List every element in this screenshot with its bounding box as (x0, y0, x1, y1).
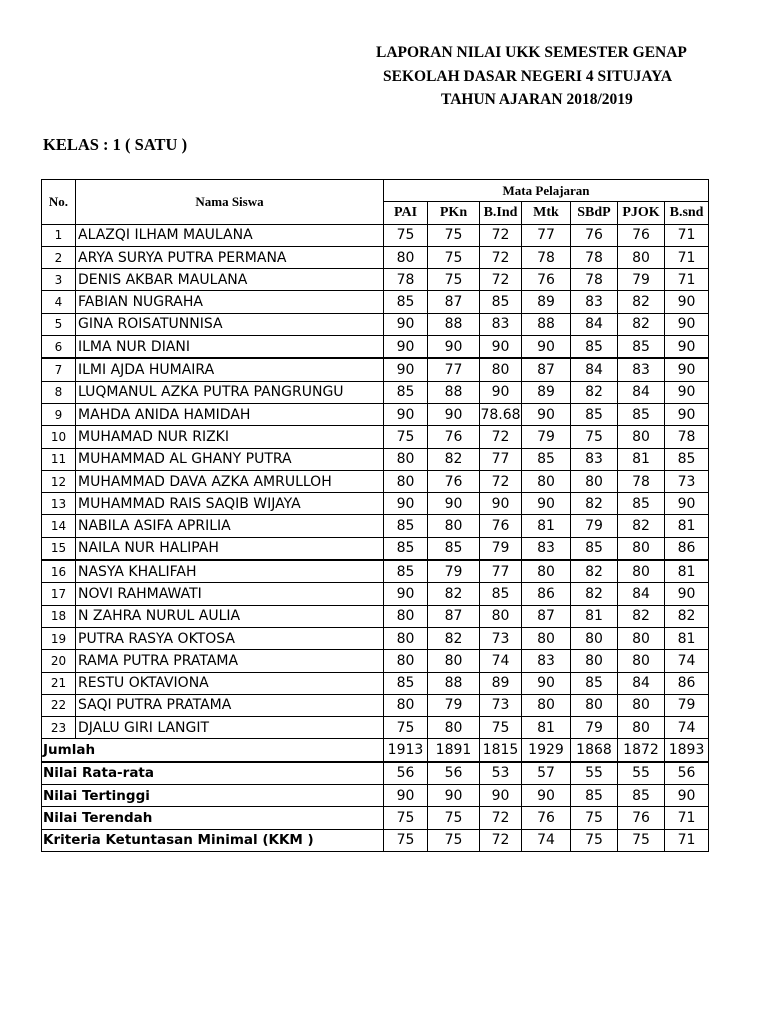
row-number: 23 (42, 717, 76, 739)
score-cell: 80 (618, 426, 665, 448)
score-cell: 90 (384, 583, 428, 605)
row-number: 18 (42, 605, 76, 627)
score-cell: 87 (428, 291, 480, 313)
score-cell: 90 (384, 313, 428, 335)
score-cell: 80 (480, 605, 522, 627)
score-cell: 75 (428, 246, 480, 268)
score-cell: 72 (480, 426, 522, 448)
summary-value: 75 (384, 807, 428, 829)
score-cell: 90 (428, 403, 480, 425)
score-cell: 80 (618, 694, 665, 716)
score-cell: 90 (665, 583, 709, 605)
table-row (42, 470, 709, 492)
summary-label: Nilai Rata-rata (42, 762, 384, 785)
col-header-subject: PKn (428, 202, 480, 224)
summary-value: 56 (665, 762, 709, 785)
score-cell: 78 (384, 269, 428, 291)
row-number: 1 (42, 224, 76, 246)
row-number: 2 (42, 246, 76, 268)
score-cell: 83 (480, 313, 522, 335)
score-cell: 84 (618, 583, 665, 605)
score-cell: 85 (384, 672, 428, 694)
summary-value: 56 (428, 762, 480, 785)
summary-value: 71 (665, 829, 709, 851)
student-name: RAMA PUTRA PRATAMA (76, 650, 384, 672)
row-number: 17 (42, 583, 76, 605)
student-name: NASYA KHALIFAH (76, 560, 384, 583)
student-name: N ZAHRA NURUL AULIA (76, 605, 384, 627)
score-cell: 80 (618, 650, 665, 672)
col-header-subject: B.snd (665, 202, 709, 224)
col-header-no: No. (42, 180, 76, 225)
student-name: PUTRA RASYA OKTOSA (76, 627, 384, 649)
table-row (42, 493, 709, 515)
score-cell: 83 (571, 448, 618, 470)
score-cell: 80 (428, 717, 480, 739)
score-cell: 81 (665, 627, 709, 649)
score-cell: 89 (480, 672, 522, 694)
student-name: RESTU OKTAVIONA (76, 672, 384, 694)
summary-value: 74 (522, 829, 571, 851)
score-cell: 80 (571, 470, 618, 492)
score-cell: 81 (571, 605, 618, 627)
score-cell: 90 (480, 381, 522, 403)
score-cell: 87 (428, 605, 480, 627)
score-cell: 78 (522, 246, 571, 268)
score-cell: 85 (384, 560, 428, 583)
summary-value: 53 (480, 762, 522, 785)
table-row (42, 313, 709, 335)
summary-value: 75 (428, 829, 480, 851)
score-cell: 84 (618, 672, 665, 694)
student-name: DJALU GIRI LANGIT (76, 717, 384, 739)
score-cell: 79 (665, 694, 709, 716)
summary-label: Nilai Tertinggi (42, 785, 384, 807)
score-cell: 78 (665, 426, 709, 448)
score-cell: 82 (428, 448, 480, 470)
score-cell: 82 (618, 515, 665, 537)
col-header-subject: SBdP (571, 202, 618, 224)
score-cell: 78 (571, 269, 618, 291)
score-cell: 74 (665, 717, 709, 739)
table-row (42, 694, 709, 716)
academic-year: TAHUN AJARAN 2018/2019 (441, 91, 633, 108)
score-cell: 75 (428, 269, 480, 291)
score-cell: 71 (665, 246, 709, 268)
row-number: 5 (42, 313, 76, 335)
table-row (42, 246, 709, 268)
row-number: 22 (42, 694, 76, 716)
table-row (42, 224, 709, 246)
col-header-subject: Mtk (522, 202, 571, 224)
report-title: LAPORAN NILAI UKK SEMESTER GENAP (376, 44, 687, 61)
score-cell: 80 (522, 627, 571, 649)
student-name: NAILA NUR HALIPAH (76, 537, 384, 560)
score-cell: 90 (522, 403, 571, 425)
row-number: 3 (42, 269, 76, 291)
score-cell: 74 (665, 650, 709, 672)
score-cell: 79 (428, 694, 480, 716)
score-cell: 88 (522, 313, 571, 335)
score-cell: 79 (571, 717, 618, 739)
table-row (42, 426, 709, 448)
summary-value: 1891 (428, 739, 480, 762)
row-number: 14 (42, 515, 76, 537)
score-cell: 82 (618, 291, 665, 313)
col-group-subjects: Mata Pelajaran (384, 180, 709, 202)
score-cell: 77 (480, 560, 522, 583)
score-cell: 84 (618, 381, 665, 403)
table-row (42, 605, 709, 627)
score-cell: 90 (428, 493, 480, 515)
score-cell: 90 (428, 336, 480, 359)
score-cell: 82 (618, 313, 665, 335)
table-row (42, 583, 709, 605)
summary-value: 1872 (618, 739, 665, 762)
score-cell: 78 (571, 246, 618, 268)
score-cell: 77 (522, 224, 571, 246)
col-header-name: Nama Siswa (76, 180, 384, 225)
score-cell: 73 (665, 470, 709, 492)
score-cell: 85 (428, 537, 480, 560)
score-cell: 82 (665, 605, 709, 627)
summary-value: 90 (522, 785, 571, 807)
summary-label: Jumlah (42, 739, 384, 762)
score-cell: 73 (480, 627, 522, 649)
table-row (42, 403, 709, 425)
col-header-subject: B.Ind (480, 202, 522, 224)
score-cell: 72 (480, 269, 522, 291)
score-cell: 80 (618, 627, 665, 649)
score-cell: 76 (428, 426, 480, 448)
score-cell: 86 (665, 537, 709, 560)
score-cell: 75 (480, 717, 522, 739)
score-cell: 78 (618, 470, 665, 492)
table-row (42, 336, 709, 359)
summary-row (42, 785, 709, 807)
score-cell: 75 (384, 717, 428, 739)
student-name: NABILA ASIFA APRILIA (76, 515, 384, 537)
summary-row (42, 739, 709, 762)
score-cell: 76 (618, 224, 665, 246)
score-cell: 80 (384, 470, 428, 492)
score-cell: 90 (665, 358, 709, 381)
score-cell: 82 (571, 583, 618, 605)
row-number: 19 (42, 627, 76, 649)
score-cell: 90 (522, 336, 571, 359)
summary-value: 55 (618, 762, 665, 785)
student-name: DENIS AKBAR MAULANA (76, 269, 384, 291)
summary-value: 71 (665, 807, 709, 829)
score-cell: 85 (571, 537, 618, 560)
score-cell: 85 (384, 515, 428, 537)
student-name: MUHAMAD NUR RIZKI (76, 426, 384, 448)
student-name: MAHDA ANIDA HAMIDAH (76, 403, 384, 425)
score-cell: 79 (571, 515, 618, 537)
score-cell: 90 (384, 493, 428, 515)
score-cell: 77 (480, 448, 522, 470)
score-cell: 80 (618, 560, 665, 583)
student-name: ILMI AJDA HUMAIRA (76, 358, 384, 381)
summary-label: Nilai Terendah (42, 807, 384, 829)
score-cell: 72 (480, 470, 522, 492)
row-number: 9 (42, 403, 76, 425)
student-name: ARYA SURYA PUTRA PERMANA (76, 246, 384, 268)
score-cell: 81 (665, 560, 709, 583)
score-cell: 85 (480, 583, 522, 605)
score-cell: 90 (480, 336, 522, 359)
summary-value: 1893 (665, 739, 709, 762)
score-cell: 83 (522, 537, 571, 560)
summary-value: 75 (618, 829, 665, 851)
score-cell: 81 (522, 717, 571, 739)
student-name: ILMA NUR DIANI (76, 336, 384, 359)
table-row (42, 672, 709, 694)
summary-value: 90 (665, 785, 709, 807)
score-cell: 80 (384, 694, 428, 716)
score-cell: 86 (665, 672, 709, 694)
student-name: MUHAMMAD DAVA AZKA AMRULLOH (76, 470, 384, 492)
score-cell: 80 (618, 537, 665, 560)
score-cell: 85 (522, 448, 571, 470)
score-cell: 80 (571, 627, 618, 649)
row-number: 16 (42, 560, 76, 583)
score-cell: 82 (428, 583, 480, 605)
score-cell: 87 (522, 358, 571, 381)
row-number: 10 (42, 426, 76, 448)
score-cell: 90 (384, 336, 428, 359)
student-name: MUHAMMAD RAIS SAQIB WIJAYA (76, 493, 384, 515)
score-cell: 90 (665, 493, 709, 515)
score-cell: 84 (571, 313, 618, 335)
summary-row (42, 762, 709, 785)
score-cell: 83 (618, 358, 665, 381)
summary-value: 56 (384, 762, 428, 785)
score-cell: 80 (428, 650, 480, 672)
student-name: LUQMANUL AZKA PUTRA PANGRUNGU (76, 381, 384, 403)
row-number: 4 (42, 291, 76, 313)
table-row (42, 515, 709, 537)
table-row (42, 358, 709, 381)
summary-value: 1913 (384, 739, 428, 762)
summary-value: 1868 (571, 739, 618, 762)
score-cell: 82 (571, 493, 618, 515)
score-cell: 87 (522, 605, 571, 627)
score-cell: 79 (428, 560, 480, 583)
score-cell: 80 (384, 627, 428, 649)
row-number: 7 (42, 358, 76, 381)
score-cell: 75 (428, 224, 480, 246)
score-cell: 82 (618, 605, 665, 627)
score-cell: 80 (522, 694, 571, 716)
score-cell: 85 (618, 493, 665, 515)
summary-row (42, 829, 709, 851)
score-cell: 85 (384, 537, 428, 560)
student-name: GINA ROISATUNNISA (76, 313, 384, 335)
score-cell: 79 (618, 269, 665, 291)
table-row (42, 291, 709, 313)
summary-value: 85 (571, 785, 618, 807)
score-cell: 77 (428, 358, 480, 381)
score-cell: 90 (665, 403, 709, 425)
score-cell: 71 (665, 224, 709, 246)
score-cell: 90 (480, 493, 522, 515)
score-cell: 80 (571, 694, 618, 716)
summary-value: 75 (384, 829, 428, 851)
score-cell: 80 (428, 515, 480, 537)
summary-value: 76 (522, 807, 571, 829)
class-label: KELAS : 1 ( SATU ) (43, 135, 188, 154)
score-cell: 85 (384, 381, 428, 403)
summary-value: 55 (571, 762, 618, 785)
table-row (42, 650, 709, 672)
score-cell: 78.68 (480, 403, 522, 425)
score-cell: 76 (571, 224, 618, 246)
score-cell: 89 (522, 381, 571, 403)
table-row (42, 448, 709, 470)
score-cell: 88 (428, 672, 480, 694)
score-cell: 76 (480, 515, 522, 537)
score-cell: 81 (665, 515, 709, 537)
score-cell: 85 (384, 291, 428, 313)
score-cell: 83 (522, 650, 571, 672)
score-cell: 72 (480, 246, 522, 268)
score-cell: 90 (522, 493, 571, 515)
score-cell: 82 (571, 381, 618, 403)
row-number: 13 (42, 493, 76, 515)
summary-value: 57 (522, 762, 571, 785)
row-number: 12 (42, 470, 76, 492)
score-cell: 72 (480, 224, 522, 246)
score-cell: 85 (480, 291, 522, 313)
score-cell: 90 (384, 358, 428, 381)
row-number: 8 (42, 381, 76, 403)
score-cell: 81 (618, 448, 665, 470)
score-cell: 86 (522, 583, 571, 605)
row-number: 6 (42, 336, 76, 359)
score-cell: 73 (480, 694, 522, 716)
score-cell: 83 (571, 291, 618, 313)
row-number: 20 (42, 650, 76, 672)
score-cell: 90 (665, 381, 709, 403)
table-row (42, 537, 709, 560)
score-cell: 80 (618, 246, 665, 268)
score-cell: 85 (618, 403, 665, 425)
table-row (42, 560, 709, 583)
score-cell: 84 (571, 358, 618, 381)
score-cell: 81 (522, 515, 571, 537)
table-row (42, 627, 709, 649)
summary-label: Kriteria Ketuntasan Minimal (KKM ) (42, 829, 384, 851)
summary-value: 72 (480, 807, 522, 829)
score-cell: 80 (522, 560, 571, 583)
score-cell: 71 (665, 269, 709, 291)
score-cell: 89 (522, 291, 571, 313)
score-cell: 79 (480, 537, 522, 560)
score-cell: 75 (571, 426, 618, 448)
score-cell: 80 (384, 650, 428, 672)
student-name: MUHAMMAD AL GHANY PUTRA (76, 448, 384, 470)
col-header-subject: PJOK (618, 202, 665, 224)
score-cell: 85 (665, 448, 709, 470)
score-cell: 75 (384, 426, 428, 448)
score-cell: 80 (522, 470, 571, 492)
summary-value: 75 (571, 807, 618, 829)
row-number: 11 (42, 448, 76, 470)
table-row (42, 269, 709, 291)
score-cell: 88 (428, 313, 480, 335)
score-cell: 80 (480, 358, 522, 381)
summary-value: 85 (618, 785, 665, 807)
score-cell: 79 (522, 426, 571, 448)
score-cell: 90 (522, 672, 571, 694)
student-name: SAQI PUTRA PRATAMA (76, 694, 384, 716)
score-cell: 80 (384, 246, 428, 268)
table-row (42, 381, 709, 403)
summary-value: 75 (428, 807, 480, 829)
grades-table (41, 179, 709, 852)
score-cell: 90 (665, 291, 709, 313)
summary-value: 90 (384, 785, 428, 807)
score-cell: 80 (618, 717, 665, 739)
summary-value: 90 (480, 785, 522, 807)
student-name: NOVI RAHMAWATI (76, 583, 384, 605)
score-cell: 90 (384, 403, 428, 425)
score-cell: 85 (571, 403, 618, 425)
summary-value: 76 (618, 807, 665, 829)
score-cell: 85 (618, 336, 665, 359)
score-cell: 82 (571, 560, 618, 583)
score-cell: 80 (571, 650, 618, 672)
score-cell: 90 (665, 336, 709, 359)
row-number: 15 (42, 537, 76, 560)
col-header-subject: PAI (384, 202, 428, 224)
score-cell: 85 (571, 336, 618, 359)
score-cell: 80 (384, 605, 428, 627)
summary-value: 1929 (522, 739, 571, 762)
score-cell: 88 (428, 381, 480, 403)
score-cell: 74 (480, 650, 522, 672)
score-cell: 85 (571, 672, 618, 694)
summary-value: 72 (480, 829, 522, 851)
summary-value: 75 (571, 829, 618, 851)
summary-row (42, 807, 709, 829)
student-name: FABIAN NUGRAHA (76, 291, 384, 313)
score-cell: 80 (384, 448, 428, 470)
score-cell: 76 (428, 470, 480, 492)
score-cell: 90 (665, 313, 709, 335)
row-number: 21 (42, 672, 76, 694)
score-cell: 76 (522, 269, 571, 291)
school-name: SEKOLAH DASAR NEGERI 4 SITUJAYA (383, 68, 673, 85)
summary-value: 1815 (480, 739, 522, 762)
table-row (42, 717, 709, 739)
summary-value: 90 (428, 785, 480, 807)
score-cell: 82 (428, 627, 480, 649)
score-cell: 75 (384, 224, 428, 246)
student-name: ALAZQI ILHAM MAULANA (76, 224, 384, 246)
